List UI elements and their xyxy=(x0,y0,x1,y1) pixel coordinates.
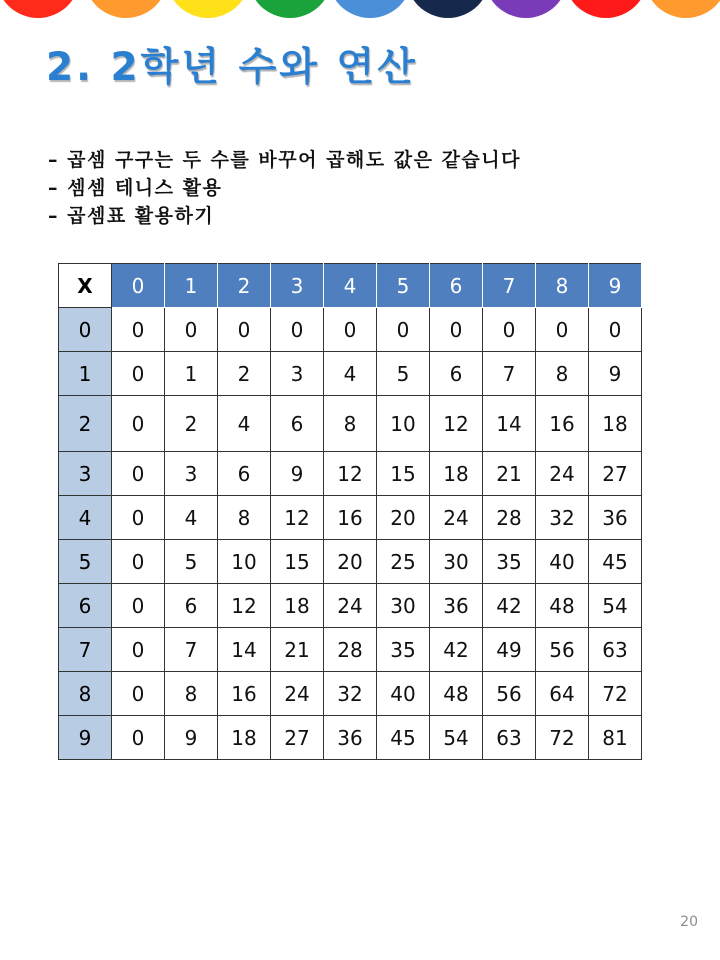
table-cell: 0 xyxy=(271,308,324,352)
row-header: 2 xyxy=(59,396,112,452)
table-cell: 6 xyxy=(271,396,324,452)
table-header-row xyxy=(59,264,642,308)
table-cell: 36 xyxy=(324,716,377,760)
table-cell: 0 xyxy=(112,672,165,716)
table-cell: 48 xyxy=(536,584,589,628)
table-cell: 20 xyxy=(324,540,377,584)
table-cell: 0 xyxy=(536,308,589,352)
table-cell: 36 xyxy=(430,584,483,628)
table-cell: 54 xyxy=(589,584,642,628)
table-cell: 0 xyxy=(324,308,377,352)
table-row xyxy=(59,496,642,540)
table-cell: 30 xyxy=(377,584,430,628)
table-row xyxy=(59,628,642,672)
table-cell: 8 xyxy=(218,496,271,540)
table-cell: 6 xyxy=(218,452,271,496)
table-cell: 0 xyxy=(218,308,271,352)
table-cell: 63 xyxy=(483,716,536,760)
table-cell: 49 xyxy=(483,628,536,672)
table-cell: 4 xyxy=(218,396,271,452)
row-header: 6 xyxy=(59,584,112,628)
color-dot xyxy=(484,0,568,18)
table-row xyxy=(59,540,642,584)
table-cell: 12 xyxy=(271,496,324,540)
table-cell: 10 xyxy=(218,540,271,584)
table-cell: 25 xyxy=(377,540,430,584)
table-cell: 0 xyxy=(112,396,165,452)
page-number: 20 xyxy=(680,914,698,930)
table-cell: 0 xyxy=(112,352,165,396)
table-cell: 2 xyxy=(165,396,218,452)
column-header: 8 xyxy=(536,264,589,308)
table-cell: 45 xyxy=(377,716,430,760)
table-cell: 0 xyxy=(377,308,430,352)
table-cell: 3 xyxy=(271,352,324,396)
table-cell: 0 xyxy=(112,308,165,352)
column-header: 2 xyxy=(218,264,271,308)
table-cell: 54 xyxy=(430,716,483,760)
table-cell: 15 xyxy=(377,452,430,496)
table-cell: 18 xyxy=(218,716,271,760)
table-cell: 8 xyxy=(536,352,589,396)
table-cell: 10 xyxy=(377,396,430,452)
table-row xyxy=(59,308,642,352)
table-cell: 0 xyxy=(589,308,642,352)
table-cell: 30 xyxy=(430,540,483,584)
table-cell: 0 xyxy=(112,452,165,496)
table-cell: 0 xyxy=(430,308,483,352)
color-dot xyxy=(406,0,490,18)
table-cell: 8 xyxy=(165,672,218,716)
color-dot xyxy=(328,0,412,18)
color-dot xyxy=(564,0,648,18)
table-cell: 0 xyxy=(112,628,165,672)
color-dot xyxy=(644,0,720,18)
table-cell: 18 xyxy=(271,584,324,628)
column-header: 4 xyxy=(324,264,377,308)
table-cell: 9 xyxy=(589,352,642,396)
table-row xyxy=(59,584,642,628)
table-cell: 14 xyxy=(483,396,536,452)
table-cell: 42 xyxy=(483,584,536,628)
page-title: 2. 2학년 수와 연산 xyxy=(46,45,418,90)
table-row xyxy=(59,716,642,760)
table-cell: 3 xyxy=(165,452,218,496)
bullet-item: – 곱셈 구구는 두 수를 바꾸어 곱해도 값은 같습니다 xyxy=(48,149,521,171)
table-cell: 24 xyxy=(536,452,589,496)
table-cell: 5 xyxy=(165,540,218,584)
table-cell: 64 xyxy=(536,672,589,716)
table-cell: 72 xyxy=(589,672,642,716)
column-header: 3 xyxy=(271,264,324,308)
table-cell: 4 xyxy=(165,496,218,540)
row-header: 0 xyxy=(59,308,112,352)
table-cell: 40 xyxy=(536,540,589,584)
table-cell: 0 xyxy=(112,540,165,584)
table-cell: 72 xyxy=(536,716,589,760)
table-cell: 5 xyxy=(377,352,430,396)
table-cell: 4 xyxy=(324,352,377,396)
table-row xyxy=(59,672,642,716)
table-cell: 6 xyxy=(165,584,218,628)
table-cell: 28 xyxy=(324,628,377,672)
table-corner-cell: X xyxy=(59,264,112,308)
column-header: 1 xyxy=(165,264,218,308)
column-header: 0 xyxy=(112,264,165,308)
table-cell: 9 xyxy=(165,716,218,760)
table-cell: 32 xyxy=(324,672,377,716)
table-cell: 8 xyxy=(324,396,377,452)
table-cell: 0 xyxy=(165,308,218,352)
table-cell: 36 xyxy=(589,496,642,540)
table-cell: 32 xyxy=(536,496,589,540)
bullet-item: – 셈셈 테니스 활용 xyxy=(48,177,223,199)
table-cell: 2 xyxy=(218,352,271,396)
table-cell: 16 xyxy=(536,396,589,452)
color-dot xyxy=(84,0,168,18)
table-cell: 7 xyxy=(165,628,218,672)
table-cell: 0 xyxy=(112,716,165,760)
table-cell: 16 xyxy=(218,672,271,716)
column-header: 9 xyxy=(589,264,642,308)
table-cell: 1 xyxy=(165,352,218,396)
table-cell: 21 xyxy=(271,628,324,672)
table-cell: 56 xyxy=(536,628,589,672)
table-cell: 7 xyxy=(483,352,536,396)
table-cell: 24 xyxy=(430,496,483,540)
table-cell: 0 xyxy=(112,584,165,628)
row-header: 7 xyxy=(59,628,112,672)
table-cell: 14 xyxy=(218,628,271,672)
table-cell: 27 xyxy=(589,452,642,496)
row-header: 3 xyxy=(59,452,112,496)
table-cell: 12 xyxy=(324,452,377,496)
row-header: 1 xyxy=(59,352,112,396)
table-cell: 6 xyxy=(430,352,483,396)
table-cell: 16 xyxy=(324,496,377,540)
multiplication-table xyxy=(58,263,642,760)
table-cell: 35 xyxy=(483,540,536,584)
table-cell: 40 xyxy=(377,672,430,716)
table-cell: 0 xyxy=(112,496,165,540)
table-row xyxy=(59,396,642,452)
decorative-color-dots xyxy=(0,0,720,18)
table-row xyxy=(59,352,642,396)
table-cell: 21 xyxy=(483,452,536,496)
table-cell: 15 xyxy=(271,540,324,584)
row-header: 5 xyxy=(59,540,112,584)
table-row xyxy=(59,452,642,496)
table-cell: 12 xyxy=(430,396,483,452)
table-cell: 45 xyxy=(589,540,642,584)
color-dot xyxy=(0,0,80,18)
column-header: 7 xyxy=(483,264,536,308)
bullet-list xyxy=(48,146,521,230)
table-cell: 63 xyxy=(589,628,642,672)
table-cell: 24 xyxy=(271,672,324,716)
table-cell: 0 xyxy=(483,308,536,352)
row-header: 8 xyxy=(59,672,112,716)
bullet-item: – 곱셈표 활용하기 xyxy=(48,205,215,227)
table-cell: 24 xyxy=(324,584,377,628)
table-cell: 20 xyxy=(377,496,430,540)
table-cell: 56 xyxy=(483,672,536,716)
table-cell: 12 xyxy=(218,584,271,628)
column-header: 5 xyxy=(377,264,430,308)
color-dot xyxy=(248,0,332,18)
color-dot xyxy=(166,0,250,18)
table-cell: 9 xyxy=(271,452,324,496)
table-cell: 18 xyxy=(589,396,642,452)
column-header: 6 xyxy=(430,264,483,308)
table-cell: 28 xyxy=(483,496,536,540)
table-cell: 42 xyxy=(430,628,483,672)
row-header: 9 xyxy=(59,716,112,760)
row-header: 4 xyxy=(59,496,112,540)
table-cell: 35 xyxy=(377,628,430,672)
table-cell: 48 xyxy=(430,672,483,716)
table-cell: 18 xyxy=(430,452,483,496)
table-cell: 27 xyxy=(271,716,324,760)
table-cell: 81 xyxy=(589,716,642,760)
